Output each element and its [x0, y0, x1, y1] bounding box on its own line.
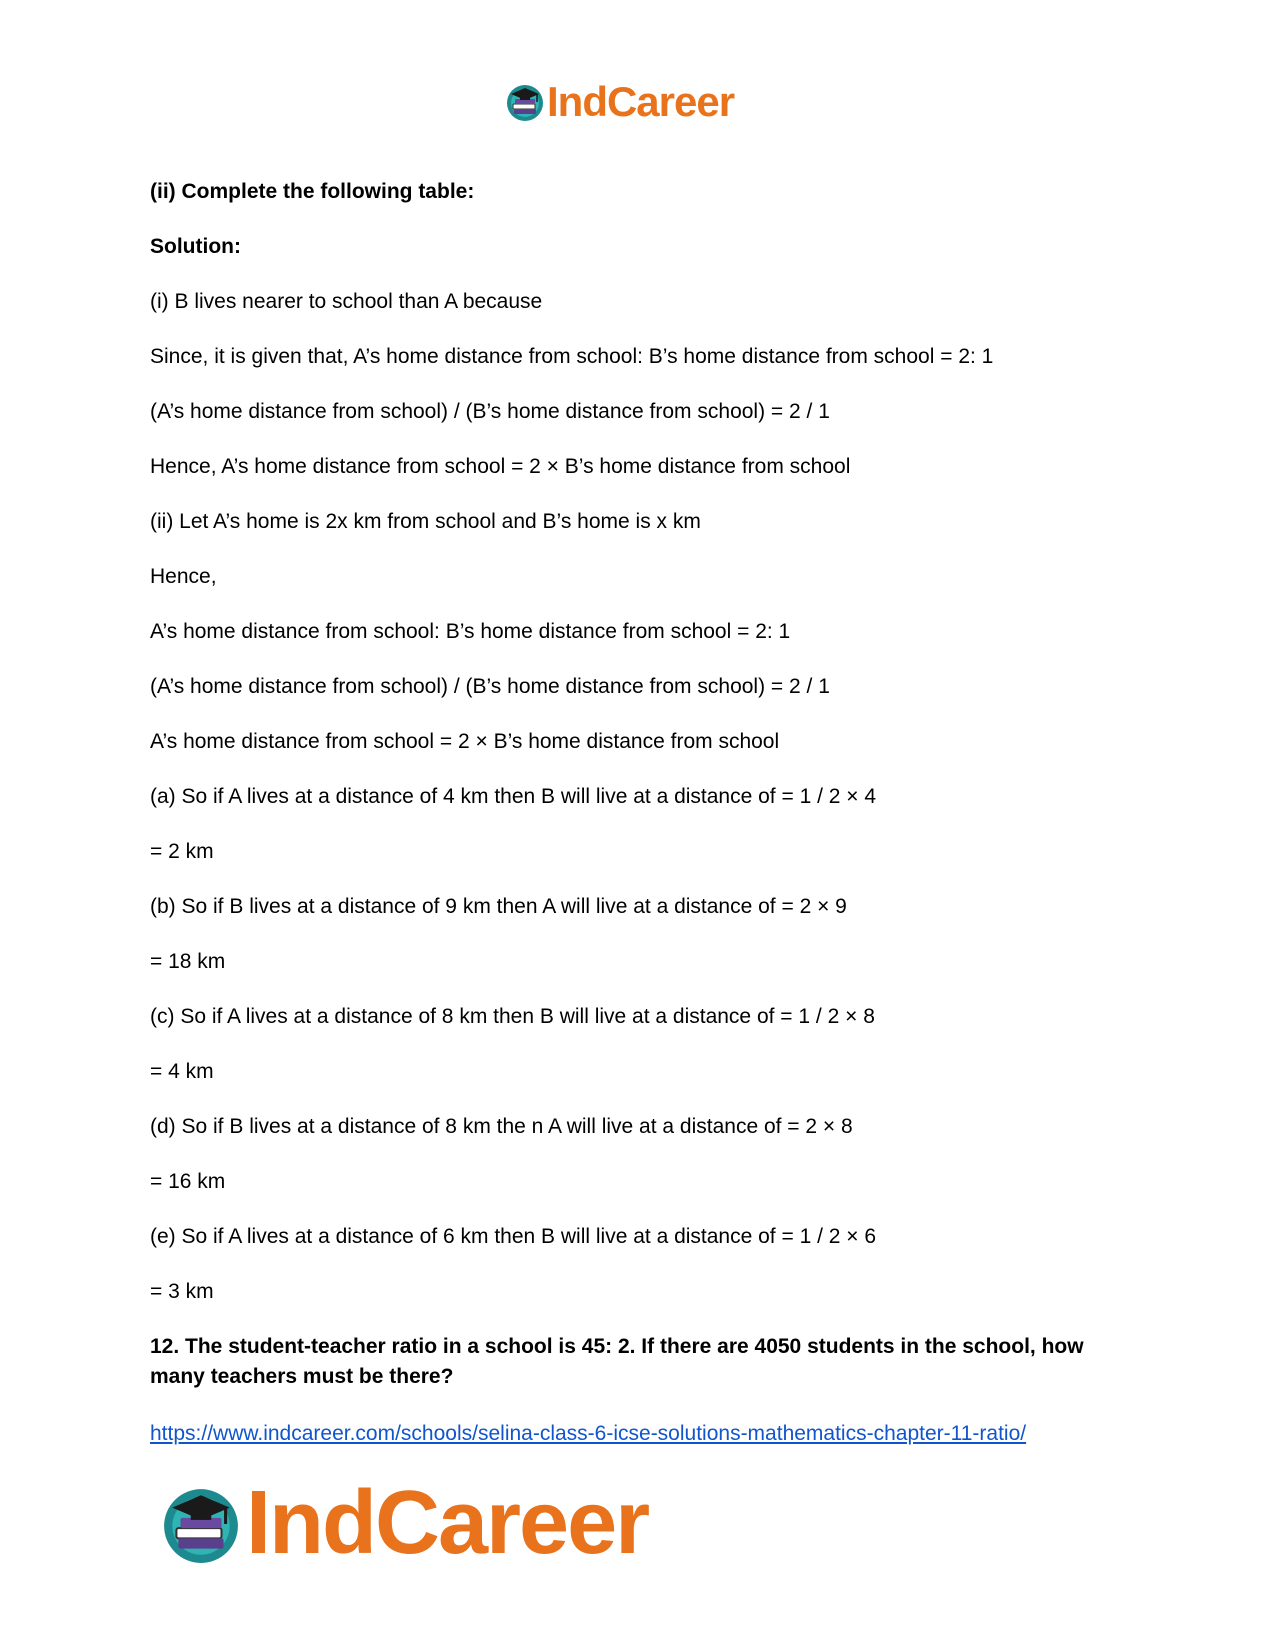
text-line: Hence, A’s home distance from school = 2 × B’s home distance from school: [150, 455, 851, 478]
logo-wordmark: IndCareer: [547, 78, 735, 125]
text-line: = 16 km: [150, 1170, 226, 1193]
solution-label: Solution:: [150, 235, 241, 258]
text-line: (a) So if A lives at a distance of 4 km then B will live at a distance of = 1 / 2 × 4: [150, 785, 877, 808]
text-line: (ii) Let A’s home is 2x km from school and B’s home is x km: [150, 510, 701, 533]
text-line: (A’s home distance from school) / (B’s home distance from school) = 2 / 1: [150, 400, 830, 423]
text-line: (d) So if B lives at a distance of 8 km the n A will live at a distance of = 2 × 8: [150, 1115, 853, 1138]
logo-wordmark: IndCareer: [246, 1473, 649, 1573]
chapter-link[interactable]: https://www.indcareer.com/schools/selina-class-6-icse-solutions-mathematics-chapter-11-ratio/: [150, 1422, 1027, 1445]
text-line: A’s home distance from school: B’s home distance from school = 2: 1: [150, 620, 791, 643]
text-line: = 4 km: [150, 1060, 214, 1083]
section-heading: (ii) Complete the following table:: [150, 180, 475, 203]
text-line: = 18 km: [150, 950, 226, 973]
text-line: (c) So if A lives at a distance of 8 km then B will live at a distance of = 1 / 2 × 8: [150, 1005, 875, 1028]
footer-logo: [160, 1472, 648, 1575]
header-logo: [505, 78, 734, 126]
text-line: = 2 km: [150, 840, 214, 863]
text-line: A’s home distance from school = 2 × B’s home distance from school: [150, 730, 780, 753]
text-line: = 3 km: [150, 1280, 214, 1303]
graduation-cap-books-icon: [160, 1483, 242, 1565]
graduation-cap-books-icon: [505, 82, 545, 122]
text-line: (b) So if B lives at a distance of 9 km then A will live at a distance of = 2 × 9: [150, 895, 847, 918]
question-12: 12. The student-teacher ratio in a school is 45: 2. If there are 4050 students in the school, how many teachers must be there?: [150, 1335, 1084, 1388]
text-line: (A’s home distance from school) / (B’s home distance from school) = 2 / 1: [150, 675, 830, 698]
text-line: (e) So if A lives at a distance of 6 km then B will live at a distance of = 1 / 2 × 6: [150, 1225, 877, 1248]
text-line: Since, it is given that, A’s home distance from school: B’s home distance from school = 2: 1: [150, 345, 994, 368]
text-line: (i) B lives nearer to school than A because: [150, 290, 543, 313]
text-line: Hence,: [150, 565, 217, 588]
